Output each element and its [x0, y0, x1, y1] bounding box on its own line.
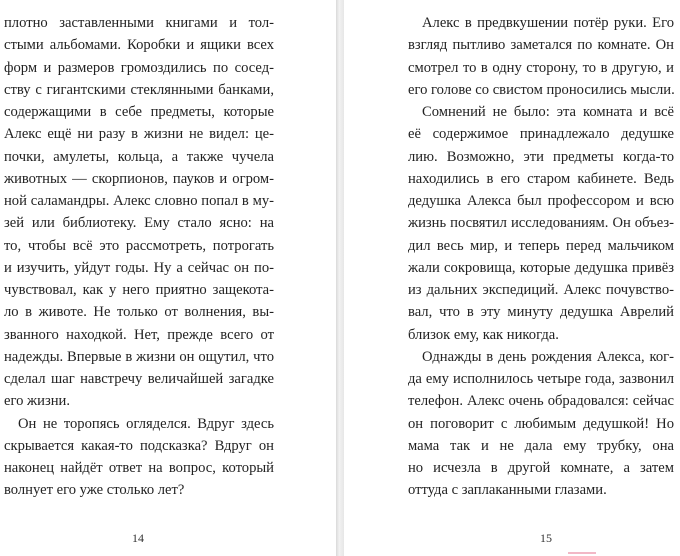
text-line: содержащими в себе предметы, которые [4, 104, 274, 120]
text-line: телефон. Алекс очень обрадовался: сейчас [408, 393, 674, 410]
text-line: взгляд пытливо заметался по комнате. Он [408, 37, 674, 54]
text-line: чувствовал, как у него приятно защекота- [4, 282, 274, 298]
text-line: смотрел то в одну сторону, то в другую, и [408, 59, 674, 76]
book-gutter [336, 0, 344, 556]
left-page-number: 14 [132, 531, 144, 545]
text-line: да ему исполнилось четыре года, зазвонил [408, 371, 674, 387]
text-line: ло в животе. Не только от волнения, вы- [4, 304, 274, 321]
text-line: то, чтобы всё это рассмотреть, потрогать [4, 237, 274, 254]
right-page [344, 0, 680, 556]
text-line: животных — скорпионов, пауков и огром- [4, 170, 274, 187]
text-line: скрывается какая-то подсказка? Вдруг он [4, 437, 274, 454]
text-line: надежды. Впервые в жизни он ощутил, что [4, 348, 274, 365]
text-line: и изучить, уйдут годы. Ну а сейчас он по- [4, 259, 274, 276]
text-line: лию. Возможно, эти предметы когда-то [408, 148, 674, 165]
text-line: её содержимое принадлежало дедушке [408, 126, 674, 143]
text-line: из дальних экспедиций. Алекс почувство- [408, 282, 674, 298]
text-line: жали сокровища, которые дедушка привёз [408, 259, 674, 276]
text-line: званного находкой. Нет, прежде всего от [4, 326, 274, 343]
text-line: Он не торопясь огляделся. Вдруг здесь [18, 415, 274, 432]
text-line: близок ему, как никогда. [408, 326, 559, 343]
text-line: стыми альбомами. Коробки и ящики всех [4, 37, 274, 54]
text-line: наконец найдёт ответ на вопрос, который [4, 460, 274, 476]
left-page [0, 0, 336, 556]
text-line: дедушка Алекса был профессором и всю [408, 193, 674, 209]
text-line: ству с гигантскими стеклянными банками, [4, 81, 274, 98]
left-page-text [4, 12, 274, 502]
text-line: его голове со свистом проносились мысли. [408, 81, 675, 98]
right-page-text [408, 12, 674, 502]
text-line: Алекс в предвкушении потёр руки. Его [422, 15, 674, 31]
text-line: плотно заставленными книгами и тол- [4, 15, 274, 31]
text-line: Алекс ещё ни разу в жизни не видел: це- [4, 126, 274, 143]
page-edge-mark [568, 552, 596, 554]
text-line: он поговорит с любимым дедушкой! Но [408, 415, 674, 432]
text-line: вал, что в эту минуту дедушка Аврелий [408, 304, 674, 321]
text-line: ной саламандры. Алекс словно попал в му- [4, 193, 274, 209]
text-line: форм и размеров громоздились по сосед- [4, 59, 274, 76]
right-page-number: 15 [540, 531, 552, 545]
text-line: мама так и не дала ему трубку, она [408, 437, 674, 454]
text-line: зей или библиотеку. Ему стало ясно: на [4, 215, 274, 232]
text-line: жизнь посвятил исследованиям. Он объез- [408, 215, 674, 232]
text-line: оттуда с заплаканными глазами. [408, 482, 607, 499]
text-line: его жизни. [4, 393, 70, 410]
text-line: дил весь мир, и теперь перед мальчиком [408, 237, 674, 254]
text-line: Сомнений не было: эта комната и всё [422, 104, 674, 120]
text-line: почки, амулеты, кольца, а также чучела [4, 148, 274, 165]
text-line: волнует его уже столько лет? [4, 482, 185, 499]
text-line: находились в его старом кабинете. Ведь [408, 170, 674, 187]
text-line: но исчезла в другой комнате, а затем [408, 460, 674, 476]
text-line: Однажды в день рождения Алекса, ког- [422, 348, 674, 365]
text-line: сделал шаг навстречу величайшей загадке [4, 371, 274, 387]
